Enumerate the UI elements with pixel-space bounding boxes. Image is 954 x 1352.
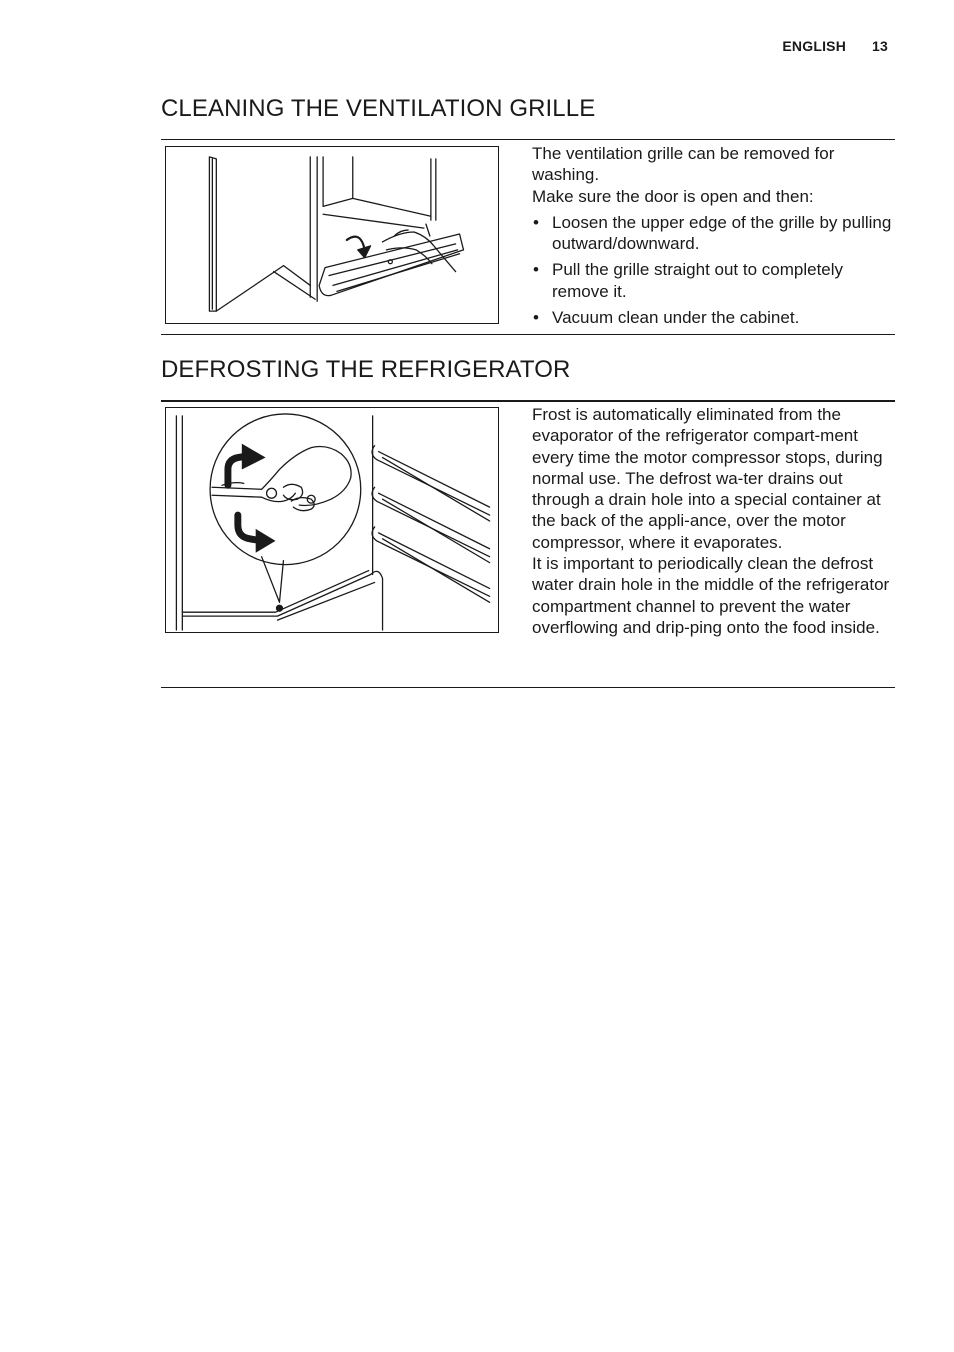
header-language: ENGLISH [782, 38, 847, 54]
page-number: 13 [872, 38, 888, 54]
list-item: • Pull the grille straight out to completely remove it. [533, 260, 844, 301]
section2-top-rule [161, 400, 895, 402]
section-title-defrosting: DEFROSTING THE REFRIGERATOR [161, 356, 571, 383]
page-header [782, 38, 888, 54]
section1-top-rule [161, 139, 895, 140]
list-item: • Loosen the upper edge of the grille by pulling outward/downward. [533, 212, 892, 254]
section-title-ventilation-grille: CLEANING THE VENTILATION GRILLE [161, 95, 596, 122]
defrost-paragraph-1: Frost is automatically eliminated from the evaporator of the refrigerator compart-ment every time the motor compressor stops, during normal use. The defrost wa-ter drains out through a drain hole into a special container at the back of the appli-ance, over the motor compressor, where it evaporates. [532, 405, 883, 552]
intro-text: The ventilation grille can be removed for washing. [532, 144, 835, 185]
defrosting-description [532, 404, 892, 638]
bullet-icon: • [533, 260, 539, 280]
ventilation-grille-instructions [532, 143, 892, 333]
section2-bottom-rule [161, 687, 895, 688]
intro-text-2: Make sure the door is open and then: [532, 186, 814, 206]
bullet-icon: • [533, 212, 539, 232]
defrost-drain-illustration [165, 407, 499, 633]
instruction-list [532, 212, 892, 328]
list-item: • Vacuum clean under the cabinet. [533, 308, 800, 328]
ventilation-grille-illustration [165, 146, 499, 324]
defrost-paragraph-2: It is important to periodically clean the defrost water drain hole in the middle of the refrigerator compartment channel to prevent the water overflowing and drip-ping onto the food inside. [532, 554, 890, 637]
section1-bottom-rule [161, 334, 895, 335]
bullet-icon: • [533, 308, 539, 328]
